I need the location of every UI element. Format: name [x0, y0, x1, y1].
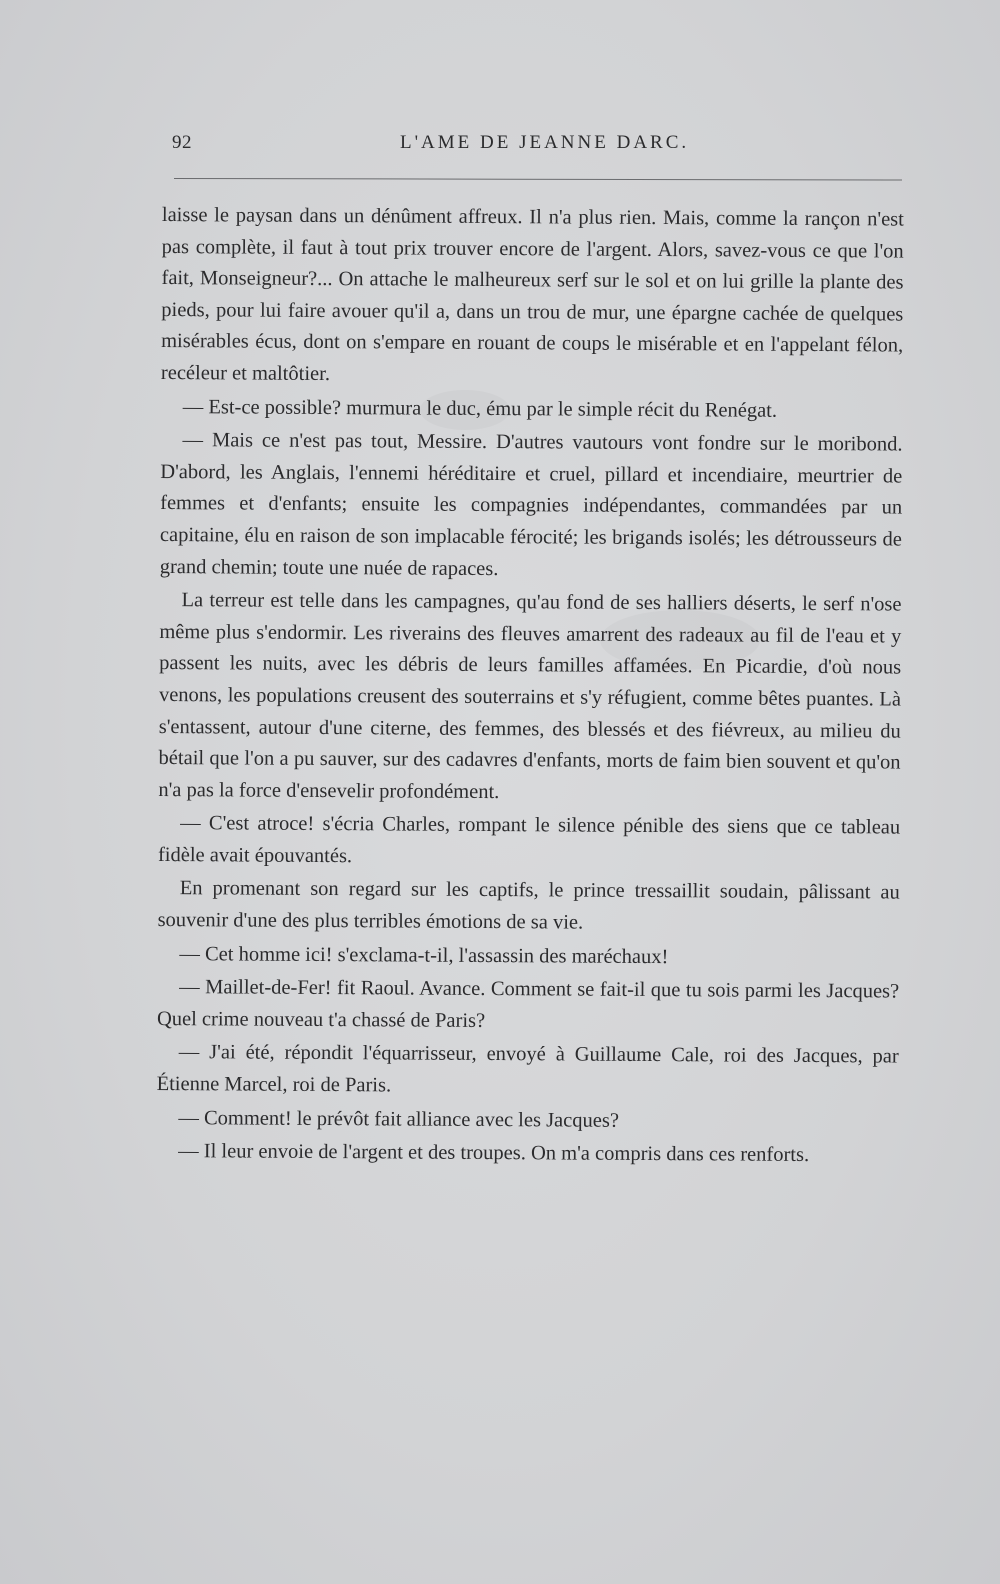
paragraph: — J'ai été, répondit l'équarrisseur, envoyé à Guillaume Cale, roi des Jacques, par Étienne Marcel, roi de Paris. — [156, 1041, 899, 1097]
paragraph: — Comment! le prévôt fait alliance avec les Jacques? — [178, 1106, 620, 1132]
paragraph: — Maillet-de-Fer! fit Raoul. Avance. Comment se fait-il que tu sois parmi les Jacques? Quel crime nouveau t'a chassé de Paris? — [156, 976, 900, 1032]
paragraph: — Il leur envoie de l'argent et des troupes. On m'a compris dans ces renforts. — [178, 1140, 810, 1167]
paragraph: — Cet homme ici! s'exclama-t-il, l'assassin des maréchaux! — [179, 942, 669, 968]
paragraph: laisse le paysan dans un dénûment affreux. Il n'a plus rien. Mais, comme la rançon n'est pas complète, il faut à tout prix trouver encore de l'argent. Alors, savez-vous ce que l'on fait, Monseigneur?... On attache le malheureux serf sur le sol et on lui grille la plante des pieds, pour lui faire avouer qu'il a, dans un trou de mur, une épargne cachée de quelques misérables écus, dont on s'empare en rouant de coups le misérable et en l'appelant félon, recéleur et maltôtier. — [160, 203, 904, 385]
page-number: 92 — [172, 132, 192, 153]
body-text — [156, 200, 904, 1172]
paragraph: En promenant son regard sur les captifs, le prince tressaillit soudain, pâlissant au souvenir d'une des plus terribles émotions de sa vie. — [157, 877, 900, 934]
running-title: L'AME DE JEANNE DARC. — [400, 132, 690, 153]
paragraph: — C'est atroce! s'écria Charles, rompant le silence pénible des siens que ce tableau fidèle avait épouvantés. — [157, 812, 901, 868]
running-head — [172, 132, 902, 162]
paragraph: — Est-ce possible? murmura le duc, ému par le simple récit du Renégat. — [182, 395, 778, 422]
paragraph: La terreur est telle dans les campagnes, qu'au fond de ses halliers déserts, le serf n'ose même plus s'endormir. Les riverains des fleuves amarrent des radeaux au fil de l'eau et y passent les nuits, avec les débris de leurs familles affamées. En Picardie, d'où nous venons, les populations creusent des souterrains et s'y réfugient, comme bêtes puantes. Là s'entassent, autour d'une citerne, des femmes, des blessés et des fiévreux, au milieu du bétail que l'on a pu sauver, sur des cadavres d'enfants, morts de faim bien souvent et qu'on n'a pas la force d'ensevelir profondément. — [158, 589, 902, 803]
paragraph: — Mais ce n'est pas tout, Messire. D'autres vautours vont fondre sur le moribond. D'abord, les Anglais, l'ennemi héréditaire et cruel, pillard et incendiaire, meurtrier de femmes et d'enfants; ensuite les compagnies indépendantes, commandées par un capitaine, élu en raison de son implacable férocité; les brigands isolés; les détrousseurs de grand chemin; toute une nuée de rapaces. — [159, 429, 903, 580]
header-rule — [174, 178, 902, 181]
